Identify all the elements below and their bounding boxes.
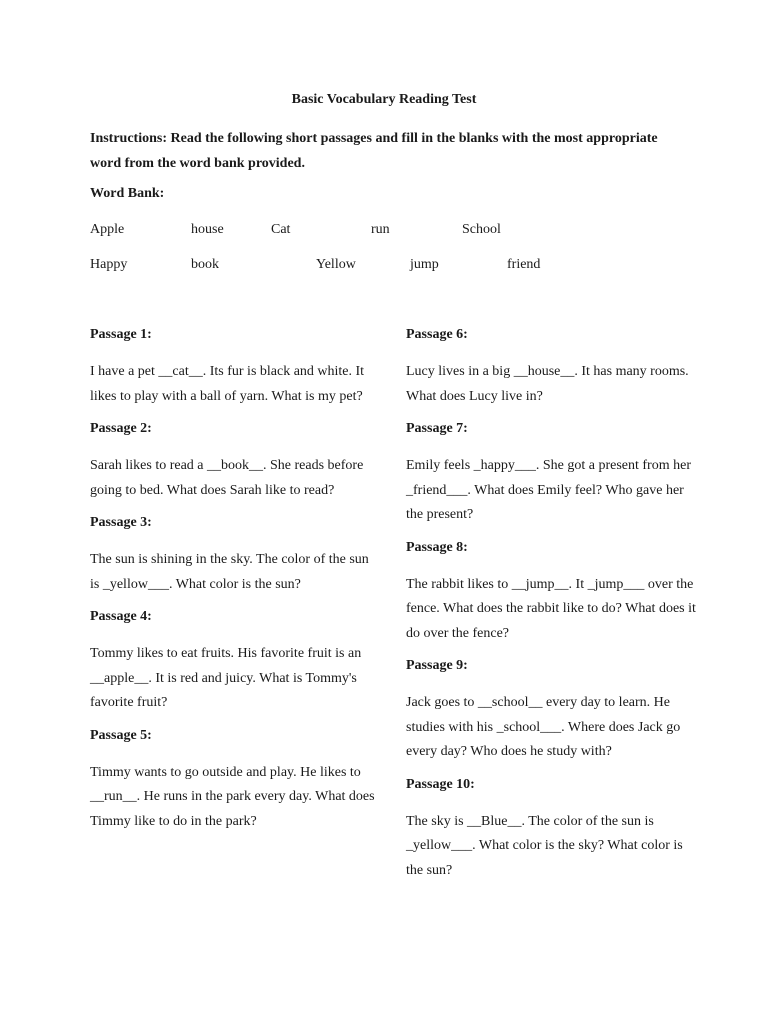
passage-text: Emily feels _happy___. She got a present from her _friend___. What does Emily feel? Who gave her the present? (406, 458, 691, 522)
passages-right-column (406, 325, 696, 893)
word-bank-word: friend (507, 257, 541, 272)
passage-text: The rabbit likes to __jump__. It _jump___ over the fence. What does the rabbit like to do? What does it do over the fence? (406, 576, 696, 641)
passage (406, 419, 696, 528)
word-bank-word: Cat (271, 222, 291, 237)
passage (406, 538, 696, 647)
passage-heading: Passage 2: (90, 421, 152, 436)
passage-heading: Passage 1: (90, 327, 152, 342)
passage-heading: Passage 4: (90, 609, 152, 624)
passage-heading: Passage 3: (90, 515, 152, 530)
word-bank-word: house (191, 222, 224, 237)
passage-heading: Passage 5: (90, 727, 152, 743)
passage-text: The sky is __Blue__. The color of the sun is _yellow___. What color is the sky? What color is the sun? (406, 813, 683, 878)
passage (406, 775, 696, 884)
passage (406, 325, 696, 409)
passage (90, 325, 375, 409)
passage-heading: Passage 10: (406, 776, 475, 792)
word-bank-word: run (371, 222, 390, 237)
passage-text: Jack goes to __school__ every day to learn. He studies with his _school___. Where does Jack go every day? Who does he study with? (406, 695, 681, 759)
passage-text: I have a pet __cat__. Its fur is black and white. It likes to play with a ball of yarn. What is my pet? (90, 364, 365, 404)
word-bank-word: book (191, 257, 219, 272)
instructions: Instructions: Read the following short passages and fill in the blanks with the most appropriate word from the word bank provided. (90, 131, 658, 171)
word-bank-word: School (462, 222, 501, 237)
word-bank-word: Happy (90, 257, 128, 272)
passage-text: The sun is shining in the sky. The color of the sun is _yellow___. What color is the sun? (90, 552, 369, 592)
passage (90, 607, 375, 716)
word-bank-word: Yellow (316, 257, 356, 272)
passage (90, 726, 375, 835)
passage-heading: Passage 6: (406, 327, 468, 342)
passage-text: Tommy likes to eat fruits. His favorite fruit is an __apple__. It is red and juicy. What is Tommy's favorite fruit? (90, 646, 362, 710)
passage (90, 419, 375, 503)
word-bank-heading: Word Bank: (90, 186, 165, 201)
passage (90, 513, 375, 597)
passage (406, 656, 696, 765)
passage-text: Sarah likes to read a __book__. She reads before going to bed. What does Sarah like to read? (90, 458, 364, 498)
passage-heading: Passage 7: (406, 421, 468, 436)
word-bank-word: jump (410, 257, 439, 272)
passage-heading: Passage 9: (406, 658, 468, 673)
passages-left-column (90, 325, 375, 844)
passage-text: Lucy lives in a big __house__. It has many rooms. What does Lucy live in? (406, 364, 689, 404)
document-title: Basic Vocabulary Reading Test (291, 92, 477, 107)
passage-heading: Passage 8: (406, 539, 468, 555)
passage-text: Timmy wants to go outside and play. He likes to __run__. He runs in the park every day. What does Timmy like to do in the park? (90, 764, 375, 829)
word-bank-word: Apple (90, 222, 125, 237)
